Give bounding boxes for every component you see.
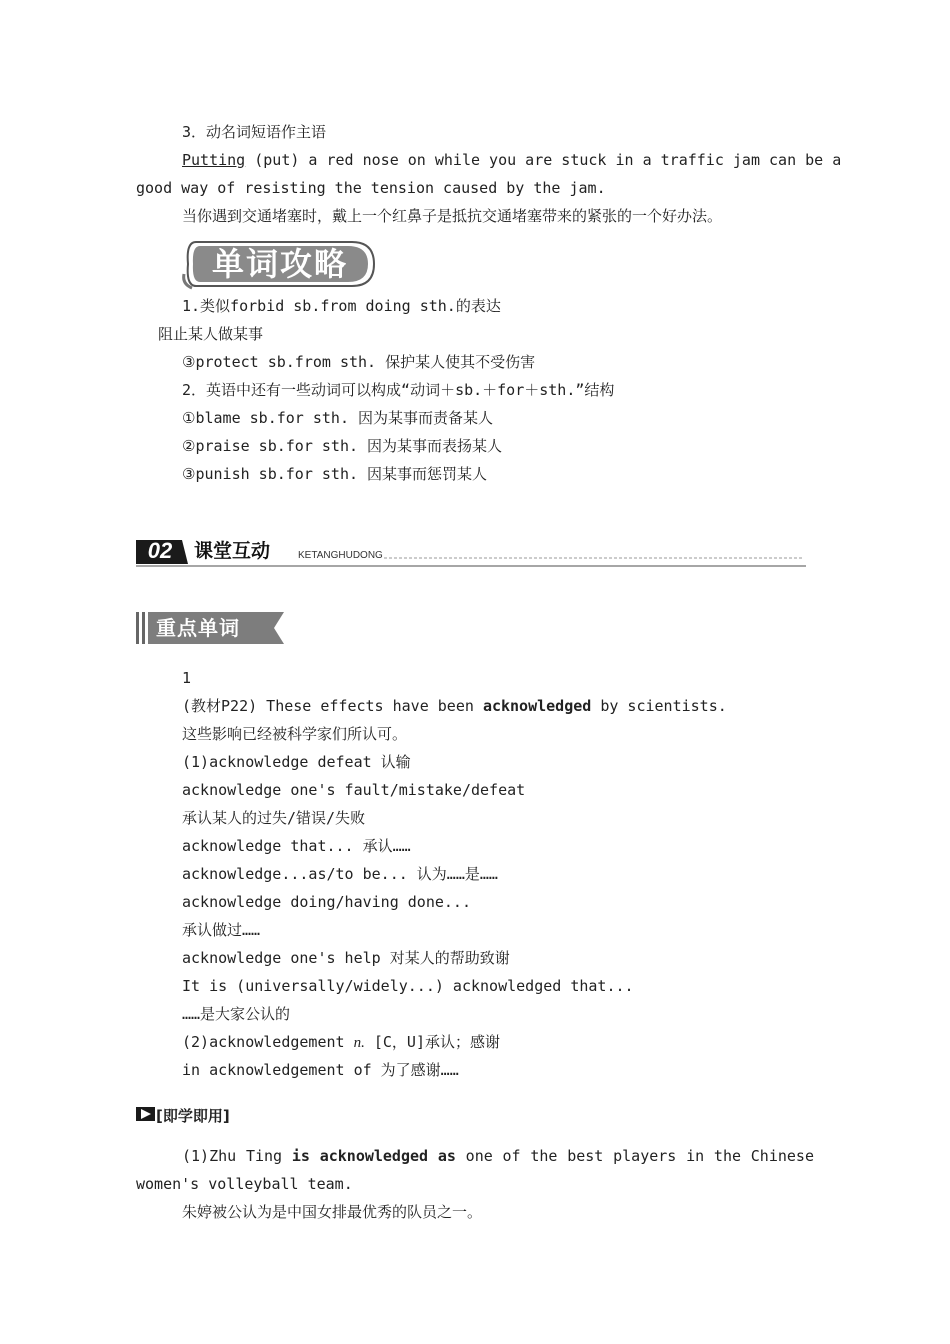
underlined-answer: Putting (182, 151, 246, 169)
practice-q1-translation: 朱婷被公认为是中国女排最优秀的队员之一。 (182, 1203, 483, 1221)
practice-q1-prefix: (1)Zhu Ting (182, 1147, 292, 1165)
play-icon (136, 1103, 156, 1131)
entry1-line: acknowledge doing/having done... (182, 893, 471, 911)
tips-item2-c1: ①blame sb.for sth. 因为某事而责备某人 (182, 409, 494, 427)
entry1-noun-line (182, 1028, 500, 1057)
entry1-line: acknowledge that... 承认…… (182, 837, 411, 855)
practice-q1-answer: is acknowledged as (291, 1147, 456, 1165)
tag-title: 重点单词 (156, 616, 240, 640)
entry1-line: acknowledge one's help 对某人的帮助致谢 (182, 949, 510, 967)
entry1-line: It is (universally/widely...) acknowledged that... (182, 977, 634, 995)
tips-item2-c3: ③punish sb.for sth. 因某事而惩罚某人 (182, 465, 488, 483)
tips-item2-heading: 2．英语中还有一些动词可以构成“动词＋sb.＋for＋sth.”结构 (182, 381, 615, 399)
entry1-line: acknowledge...as/to be... 认为……是…… (182, 865, 498, 883)
section-header (136, 536, 806, 570)
entry1-example-prefix: (教材P22) These effects have been (182, 697, 483, 715)
sec3-example-line2: good way of resisting the tension caused by the jam. (136, 179, 606, 197)
practice-label: [即学即用] (156, 1107, 230, 1125)
tips-item2-c2: ②praise sb.for sth. 因为某事而表扬某人 (182, 437, 503, 455)
entry1-example-translation: 这些影响已经被科学家们所认可。 (182, 725, 408, 743)
tips-item1-sub: 阻止某人做某事 (158, 325, 264, 343)
sec3-example-rest: (put) a red nose on while you are stuck in a traffic jam can be a (245, 151, 842, 169)
entry1-keyword: acknowledged (482, 697, 592, 715)
entry1-line: 承认某人的过失/错误/失败 (182, 809, 366, 827)
banner-title: 单词攻略 (211, 245, 348, 283)
practice-q1-line1 (182, 1142, 814, 1170)
entry1-line: acknowledge one's fault/mistake/defeat (182, 781, 526, 799)
word-strategy-banner (182, 238, 378, 290)
entry1-last-line: in acknowledgement of 为了感谢…… (182, 1061, 459, 1079)
section-title: 课堂互动 (194, 540, 271, 562)
entry1-example-suffix: by scientists. (591, 697, 727, 715)
sec3-translation: 当你遇到交通堵塞时，戴上一个红鼻子是抵抗交通堵塞带来的紧张的一个好办法。 (182, 207, 723, 225)
tips-item1-heading: 1.类似forbid sb.from doing sth.的表达 (182, 297, 501, 315)
entry1-noun-prefix: (2)acknowledgement (182, 1033, 354, 1051)
tips-item1-c3: ③protect sb.from sth. 保护某人使其不受伤害 (182, 353, 536, 371)
section-pinyin: KETANGHUDONG (298, 550, 383, 561)
entry1-number: 1 (182, 669, 192, 687)
entry1-noun-pos: n. (353, 1035, 365, 1051)
entry1-line: (1)acknowledge defeat 认输 (182, 753, 411, 771)
sec3-heading: 3．动名词短语作主语 (182, 123, 327, 141)
key-words-tag (136, 610, 288, 646)
entry1-example (182, 692, 727, 720)
sec3-example-line1 (182, 146, 842, 174)
section-number: 02 (147, 538, 173, 563)
entry1-noun-suffix: [C，U]承认；感谢 (364, 1033, 500, 1051)
entry1-line: ……是大家公认的 (182, 1005, 291, 1023)
practice-label-row (136, 1102, 230, 1131)
entry1-line: 承认做过…… (182, 921, 261, 939)
practice-q1-suffix: one of the best players in the Chinese (455, 1147, 814, 1165)
practice-q1-line2: women's volleyball team. (136, 1175, 353, 1193)
